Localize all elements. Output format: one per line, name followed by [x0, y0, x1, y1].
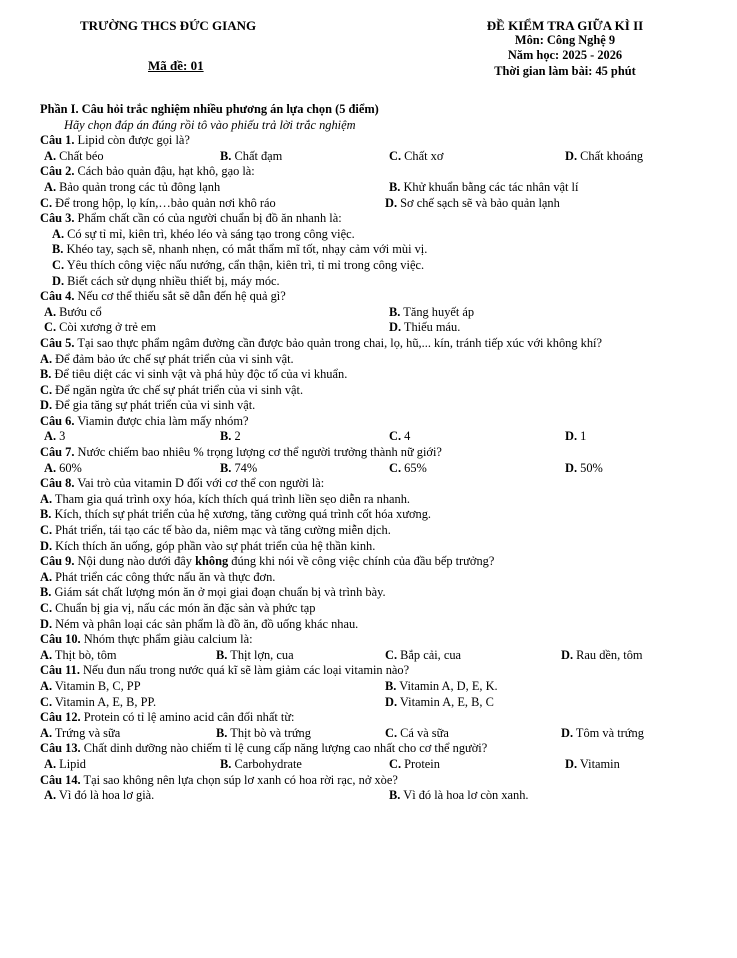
question-number: Câu 5. [40, 335, 75, 350]
option: D. Vitamin [565, 756, 620, 771]
option: C. 4 [389, 429, 411, 444]
question-number: Câu 6. [40, 413, 75, 428]
options [40, 757, 700, 773]
option: B. Vitamin A, D, E, K. [385, 678, 498, 693]
option: B. Thịt bò và trứng [216, 725, 311, 740]
options [40, 726, 700, 742]
section-instruction: Hãy chọn đáp án đúng rồi tô vào phiếu trả lời trắc nghiệm [64, 117, 356, 132]
option: C. Bắp cải, cua [385, 647, 462, 662]
question-text: Cách bảo quản đậu, hạt khô, gạo là: [77, 164, 255, 179]
exam-info [440, 18, 690, 79]
option: A. Tham gia quá trình oxy hóa, kích thích quá trình liền sẹo diễn ra nhanh. [40, 491, 411, 506]
option: A. Bướu cổ [44, 304, 102, 319]
question-text: Tại sao thực phẩm ngâm đường cần được bảo quản trong chai, lọ, hũ,... kín, tránh tiếp xúc với không khí? [77, 335, 602, 350]
option: A. Vì đó là hoa lơ già. [44, 788, 155, 803]
question [40, 554, 700, 570]
question-text: Viamin được chia làm mấy nhóm? [77, 413, 249, 428]
option: B. Để tiêu diệt các vi sinh vật và phá hủy độc tố của vi khuẩn. [40, 367, 348, 382]
option: C. Phát triển, tái tạo các tế bào da, niêm mạc và tăng cường miễn dịch. [40, 523, 391, 538]
question [40, 445, 700, 461]
question-number: Câu 4. [40, 289, 75, 304]
question-text: Lipid còn được gọi là? [77, 133, 190, 148]
option: C. Yêu thích công việc nấu nướng, cẩn thận, kiên trì, tỉ mỉ trong công việc. [52, 257, 425, 272]
question-number: Câu 2. [40, 164, 75, 179]
exam-header [40, 18, 700, 102]
option: D. 50% [565, 460, 603, 475]
option: C. Vitamin A, E, B, PP. [40, 694, 157, 709]
option: A. Trứng và sữa [40, 725, 121, 740]
question-number: Câu 9. [40, 554, 75, 569]
question-text: Nhóm thực phẩm giàu calcium là: [83, 632, 253, 647]
exam-title: ĐỀ KIỂM TRA GIỮA KÌ II [486, 18, 644, 33]
option: C. Cá và sữa [385, 725, 449, 740]
question [40, 164, 700, 180]
option: D. Biết cách sử dụng nhiều thiết bị, máy móc. [52, 273, 280, 288]
question-text: Nếu đun nấu trong nước quá kĩ sẽ làm giảm các loại vitamin nào? [83, 663, 410, 678]
section-title: Phần I. Câu hỏi trắc nghiệm nhiều phương án lựa chọn (5 điểm) [40, 102, 379, 116]
exam-code: Mã đề: 01 [148, 58, 204, 73]
question-text: Tại sao không nên lựa chọn súp lơ xanh có hoa rời rạc, nở xòe? [83, 772, 398, 787]
school-year: Năm học: 2025 - 2026 [507, 48, 623, 63]
option: A. Có sự tỉ mỉ, kiên trì, khéo léo và sáng tạo trong công việc. [52, 226, 355, 241]
subject: Môn: Công Nghệ 9 [514, 33, 616, 48]
question-emphasis: không [195, 554, 229, 569]
option: D. Kích thích ăn uống, góp phần vào sự phát triển của hệ thần kinh. [40, 538, 376, 553]
question [40, 773, 700, 789]
option: A. Vitamin B, C, PP [40, 678, 141, 693]
option: C. Để ngăn ngừa ức chế sự phát triển của vi sinh vật. [40, 382, 304, 397]
question [40, 211, 700, 227]
question [40, 741, 700, 757]
question [40, 289, 700, 305]
option: C. Để trong hộp, lọ kín,…bảo quản nơi khô ráo [40, 195, 276, 210]
option: A. 60% [44, 460, 82, 475]
option: B. Tăng huyết áp [389, 304, 475, 319]
option: A. Chất béo [44, 148, 104, 163]
option: B. Kích, thích sự phát triển của hệ xương, tăng cường quá trình cốt hóa xương. [40, 507, 431, 522]
options [40, 149, 700, 165]
question-text: Nước chiếm bao nhiêu % trọng lượng cơ thể người trưởng thành nữ giới? [77, 445, 442, 460]
question-number: Câu 10. [40, 632, 81, 647]
question-text: Protein có tỉ lệ amino acid cân đối nhất từ: [83, 710, 295, 725]
options [40, 679, 700, 695]
option: B. Khéo tay, sạch sẽ, nhanh nhẹn, có mắt thẩm mĩ tốt, nhạy cảm với mùi vị. [52, 242, 428, 257]
question [40, 632, 700, 648]
option: C. Chất xơ [389, 148, 444, 163]
exam-page [40, 18, 700, 804]
options [40, 788, 700, 804]
question [40, 476, 700, 492]
option: D. Vitamin A, E, B, C [385, 694, 494, 709]
options [40, 305, 700, 321]
question-number: Câu 7. [40, 445, 75, 460]
option: A. Thịt bò, tôm [40, 647, 117, 662]
options [40, 461, 700, 477]
option: B. Carbohydrate [220, 756, 302, 771]
option: A. Lipid [44, 756, 87, 771]
question-text: Chất dinh dưỡng nào chiếm tỉ lệ cung cấp năng lượng cao nhất cho cơ thể người? [83, 741, 488, 756]
option: A. Phát triển các công thức nấu ăn và thực đơn. [40, 569, 276, 584]
duration: Thời gian làm bài: 45 phút [494, 63, 636, 78]
option: D. Ném và phân loại các sản phẩm là đồ ăn, đồ uống khác nhau. [40, 616, 359, 631]
option: D. Sơ chế sạch sẽ và bảo quản lạnh [385, 195, 560, 210]
question-number: Câu 11. [40, 663, 80, 678]
option: B. Giám sát chất lượng món ăn ở mọi giai đoạn chuẩn bị và trình bày. [40, 585, 386, 600]
question [40, 414, 700, 430]
question-number: Câu 1. [40, 133, 75, 148]
option: D. Rau dền, tôm [561, 647, 643, 662]
options [40, 320, 700, 336]
option: C. Protein [389, 756, 440, 771]
question-number: Câu 3. [40, 211, 75, 226]
school-name: TRƯỜNG THCS ĐỨC GIANG [80, 18, 257, 33]
options [40, 695, 700, 711]
option: C. 65% [389, 460, 427, 475]
option: A. Bảo quản trong các tủ đông lạnh [44, 179, 221, 194]
question-text: Nội dung nào dưới đây [77, 554, 196, 569]
question-number: Câu 13. [40, 741, 81, 756]
option: B. 74% [220, 460, 258, 475]
option: D. Tôm và trứng [561, 725, 644, 740]
options [40, 429, 700, 445]
options [40, 648, 700, 664]
option: B. 2 [220, 429, 241, 444]
option: B. Thịt lợn, cua [216, 647, 294, 662]
question-number: Câu 14. [40, 772, 81, 787]
question [40, 133, 700, 149]
options [40, 180, 700, 196]
options [40, 196, 700, 212]
option: B. Khử khuẩn bằng các tác nhân vật lí [389, 179, 579, 194]
question-text: Vai trò của vitamin D đối với cơ thể con người là: [77, 476, 325, 491]
option: D. 1 [565, 429, 587, 444]
option: C. Còi xương ở trẻ em [44, 320, 157, 335]
option: D. Thiếu máu. [389, 320, 461, 335]
question [40, 710, 700, 726]
option: D. Để gia tăng sự phát triển của vi sinh vật. [40, 398, 256, 413]
option: B. Vì đó là hoa lơ còn xanh. [389, 788, 529, 803]
question-text: Phẩm chất cần có của người chuẩn bị đồ ăn nhanh là: [77, 211, 342, 226]
option: A. 3 [44, 429, 66, 444]
option: C. Chuẩn bị gia vị, nấu các món ăn đặc sản và phức tạp [40, 601, 316, 615]
option: B. Chất đạm [220, 148, 283, 163]
question-number: Câu 8. [40, 476, 75, 491]
option: A. Để đảm bảo ức chế sự phát triển của vi sinh vật. [40, 351, 294, 366]
question-text: Nếu cơ thể thiếu sắt sẽ dẫn đến hệ quả gì? [77, 289, 286, 304]
option: D. Chất khoáng [565, 148, 644, 163]
question-number: Câu 12. [40, 710, 81, 725]
question [40, 663, 700, 679]
question [40, 336, 700, 352]
question-text: đúng khi nói về công việc chính của đầu bếp trưởng? [228, 554, 495, 569]
